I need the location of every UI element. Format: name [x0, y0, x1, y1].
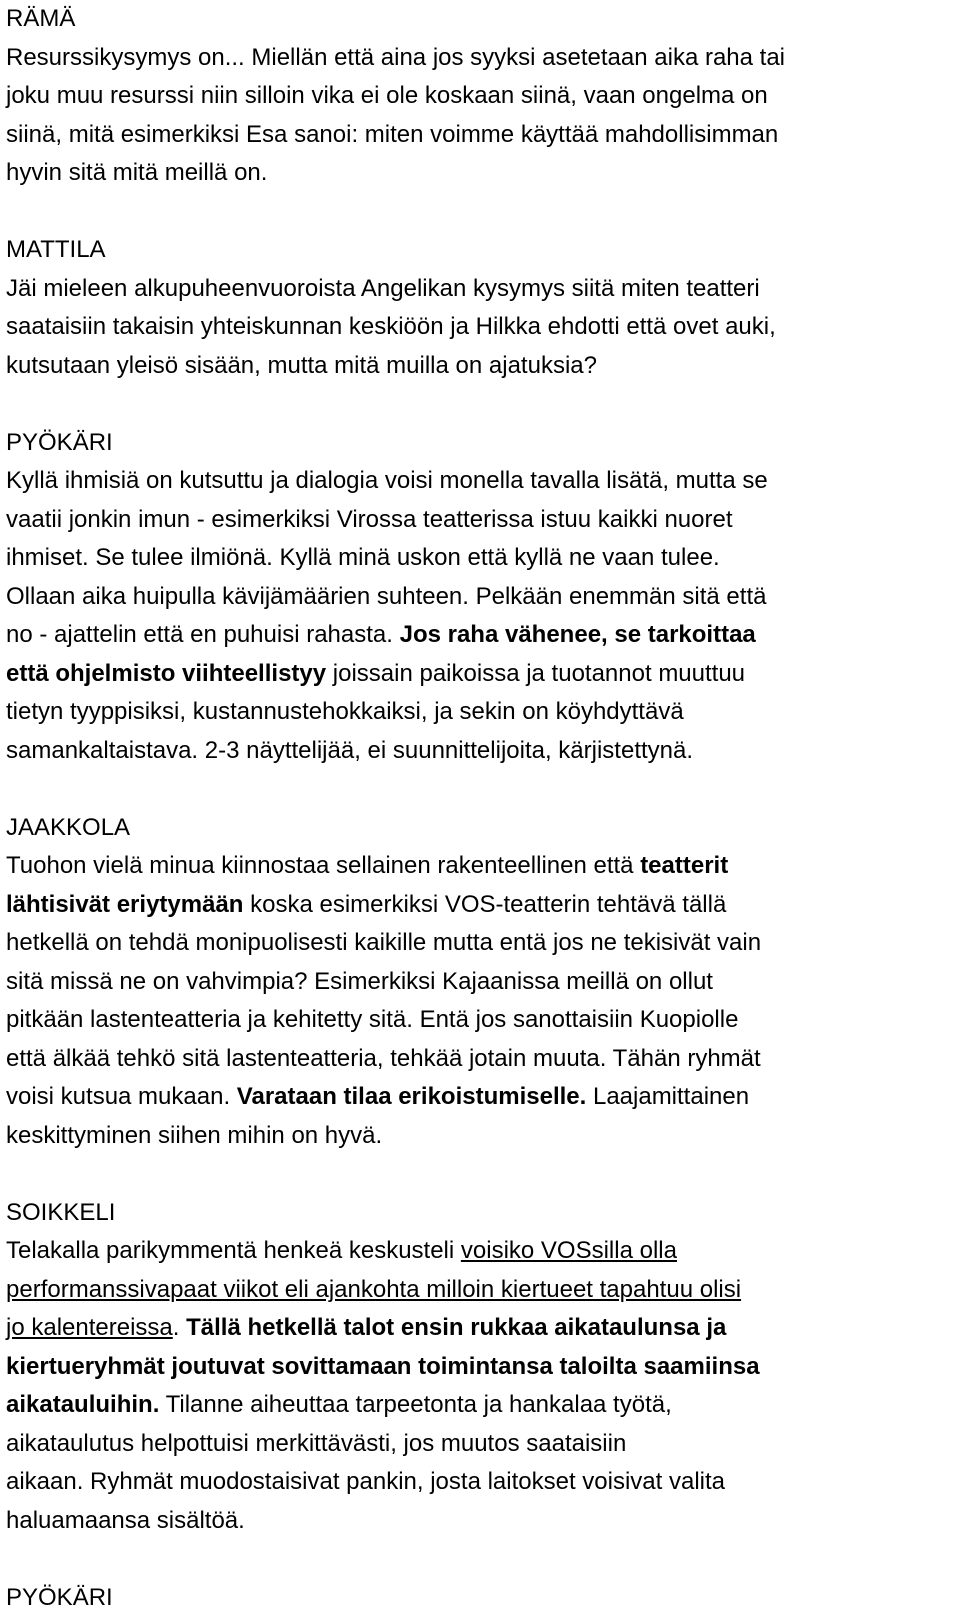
speaker-name: PYÖKÄRI [6, 1579, 956, 1617]
text-line [6, 1386, 956, 1425]
paragraph-spacer [6, 1540, 956, 1579]
text-segment: että älkää tehkö sitä lastenteatteria, tehkää jotain muuta. Tähän ryhmät [6, 1045, 761, 1072]
paragraph-spacer [6, 770, 956, 809]
bold-emphasis: teatterit [640, 852, 728, 879]
text-segment: Resurssikysymys on... Miellän että aina jos syyksi asetetaan aika raha tai [6, 44, 785, 71]
text-line [6, 1425, 956, 1464]
text-segment: aikataulutus helpottuisi merkittävästi, jos muutos saataisiin [6, 1430, 626, 1457]
text-line [6, 39, 956, 78]
underlined-text: voisiko VOSsilla olla [461, 1237, 677, 1264]
text-line [6, 693, 956, 732]
text-segment: haluamaansa sisältöä. [6, 1507, 245, 1534]
text-segment: tietyn tyyppisiksi, kustannustehokkaiksi, ja sekin on köyhdyttävä [6, 698, 684, 725]
speaker-section [6, 231, 956, 385]
text-segment: joissain paikoissa ja tuotannot muuttuu [326, 660, 745, 687]
speaker-section [6, 424, 956, 771]
text-line [6, 1078, 956, 1117]
bold-emphasis: lähtisivät eriytymään [6, 891, 243, 918]
text-line [6, 578, 956, 617]
speaker-name: RÄMÄ [6, 0, 956, 39]
text-line [6, 732, 956, 771]
text-segment: kutsutaan yleisö sisään, mutta mitä muilla on ajatuksia? [6, 352, 597, 379]
text-segment: voisi kutsua mukaan. [6, 1083, 237, 1110]
text-line [6, 1040, 956, 1079]
bold-emphasis: Varataan tilaa erikoistumiselle. [237, 1083, 587, 1110]
text-segment: siinä, mitä esimerkiksi Esa sanoi: miten voimme käyttää mahdollisimman [6, 121, 778, 148]
text-line [6, 1117, 956, 1156]
text-line [6, 462, 956, 501]
text-segment: hyvin sitä mitä meillä on. [6, 159, 267, 186]
text-segment: Ollaan aika huipulla kävijämäärien suhteen. Pelkään enemmän sitä että [6, 583, 766, 610]
text-segment: vaatii jonkin imun - esimerkiksi Virossa teatterissa istuu kaikki nuoret [6, 506, 733, 533]
paragraph-spacer [6, 193, 956, 232]
text-line [6, 1271, 956, 1310]
text-line [6, 347, 956, 386]
speaker-section [6, 0, 956, 193]
text-line [6, 1309, 956, 1348]
text-segment: Kyllä ihmisiä on kutsuttu ja dialogia voisi monella tavalla lisätä, mutta se [6, 467, 768, 494]
text-segment: ihmiset. Se tulee ilmiönä. Kyllä minä uskon että kyllä ne vaan tulee. [6, 544, 720, 571]
speaker-section [6, 1194, 956, 1541]
bold-emphasis: Jos raha vähenee, se tarkoittaa [400, 621, 756, 648]
speaker-section [6, 1579, 956, 1617]
speech-paragraph [6, 39, 956, 193]
text-segment: Jäi mieleen alkupuheenvuoroista Angelikan kysymys siitä miten teatteri [6, 275, 760, 302]
speech-paragraph [6, 1232, 956, 1540]
text-segment: koska esimerkiksi VOS-teatterin tehtävä tällä [243, 891, 726, 918]
text-segment: keskittyminen siihen mihin on hyvä. [6, 1122, 382, 1149]
text-line [6, 1502, 956, 1541]
bold-emphasis: Tällä hetkellä talot ensin rukkaa aikataulunsa ja [186, 1314, 726, 1341]
speech-paragraph [6, 270, 956, 386]
underlined-text: performanssivapaat viikot eli ajankohta milloin kiertueet tapahtuu olisi [6, 1276, 741, 1303]
text-segment: Tuohon vielä minua kiinnostaa sellainen rakenteellinen että [6, 852, 640, 879]
bold-emphasis: aikatauluihin. [6, 1391, 159, 1418]
text-line [6, 1001, 956, 1040]
bold-emphasis: että ohjelmisto viihteellistyy [6, 660, 326, 687]
text-line [6, 116, 956, 155]
speech-paragraph [6, 462, 956, 770]
text-line [6, 963, 956, 1002]
text-line [6, 1348, 956, 1387]
text-line [6, 1232, 956, 1271]
bold-emphasis: kiertueryhmät joutuvat sovittamaan toimintansa taloilta saamiinsa [6, 1353, 760, 1380]
text-line [6, 655, 956, 694]
speaker-name: SOIKKELI [6, 1194, 956, 1233]
text-line [6, 616, 956, 655]
text-line [6, 501, 956, 540]
text-segment: joku muu resurssi niin silloin vika ei ole koskaan siinä, vaan ongelma on [6, 82, 768, 109]
text-segment: sitä missä ne on vahvimpia? Esimerkiksi Kajaanissa meillä on ollut [6, 968, 713, 995]
text-segment: samankaltaistava. 2-3 näyttelijää, ei suunnittelijoita, kärjistettynä. [6, 737, 693, 764]
text-line [6, 270, 956, 309]
speech-paragraph [6, 847, 956, 1155]
text-segment: hetkellä on tehdä monipuolisesti kaikille mutta entä jos ne tekisivät vain [6, 929, 761, 956]
text-segment: Telakalla parikymmentä henkeä keskusteli [6, 1237, 461, 1264]
text-line [6, 886, 956, 925]
speaker-name: MATTILA [6, 231, 956, 270]
text-line [6, 308, 956, 347]
text-segment: Tilanne aiheuttaa tarpeetonta ja hankalaa työtä, [159, 1391, 671, 1418]
text-segment: Laajamittainen [586, 1083, 749, 1110]
transcript-document [6, 0, 956, 1617]
text-segment: aikaan. Ryhmät muodostaisivat pankin, josta laitokset voisivat valita [6, 1468, 725, 1495]
text-line [6, 847, 956, 886]
text-line [6, 154, 956, 193]
text-line [6, 77, 956, 116]
speaker-name: PYÖKÄRI [6, 424, 956, 463]
paragraph-spacer [6, 1155, 956, 1194]
text-line [6, 924, 956, 963]
text-line [6, 539, 956, 578]
text-segment: . [173, 1314, 186, 1341]
underlined-text: jo kalentereissa [6, 1314, 173, 1341]
speaker-name: JAAKKOLA [6, 809, 956, 848]
paragraph-spacer [6, 385, 956, 424]
text-line [6, 1463, 956, 1502]
text-segment: saataisiin takaisin yhteiskunnan keskiöön ja Hilkka ehdotti että ovet auki, [6, 313, 776, 340]
text-segment: pitkään lastenteatteria ja kehitetty sitä. Entä jos sanottaisiin Kuopiolle [6, 1006, 738, 1033]
text-segment: no - ajattelin että en puhuisi rahasta. [6, 621, 400, 648]
speaker-section [6, 809, 956, 1156]
